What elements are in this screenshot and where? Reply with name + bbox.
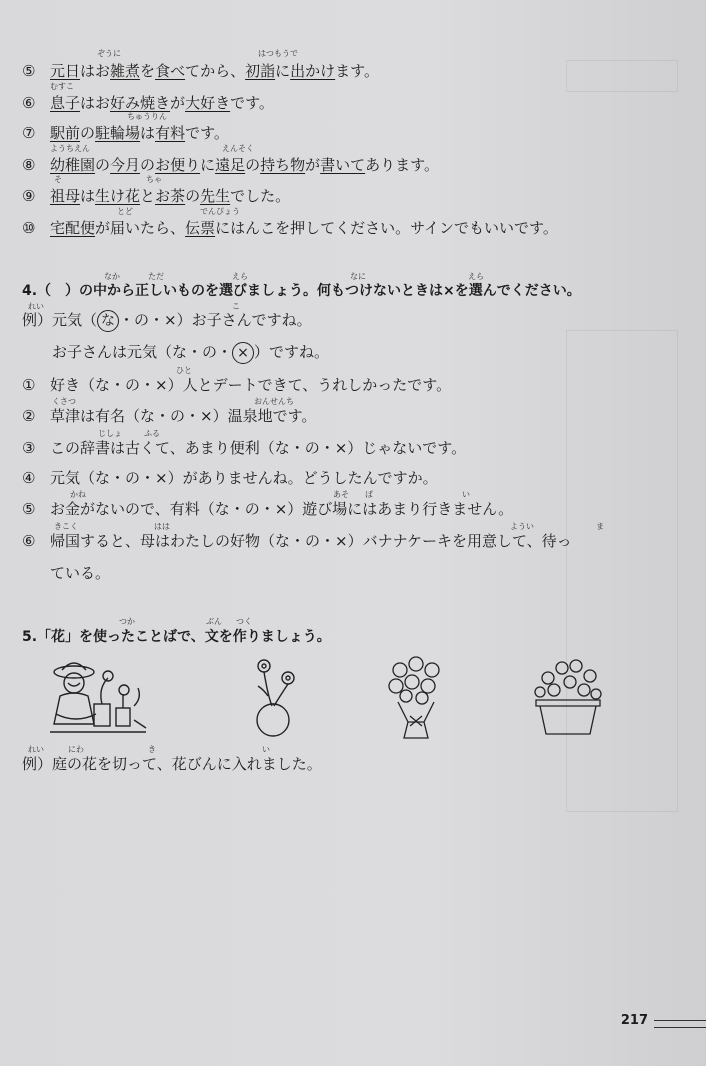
ruby: とど — [117, 207, 133, 216]
item-number: ⑧ — [22, 156, 36, 174]
ruby: い — [262, 745, 270, 754]
ruby: ふる — [144, 429, 160, 438]
item-number: ⑦ — [22, 124, 36, 142]
ruby: ま — [596, 522, 604, 531]
ruby: そ — [54, 175, 62, 184]
item-number: ⑨ — [22, 187, 36, 205]
ruby: ようい — [510, 522, 534, 531]
section-5-example: 例）庭の花を切って、花びんに入れました。 — [22, 755, 322, 773]
ruby: でんぴょう — [200, 207, 240, 216]
vase-flower-illustration — [244, 656, 304, 738]
item-4-6-continued: ている。 — [50, 564, 111, 582]
circled-answer: な — [97, 310, 119, 332]
page-number-rule — [654, 1020, 706, 1028]
ruby: き — [148, 745, 156, 754]
ruby: い — [462, 490, 470, 499]
gardener-illustration — [46, 656, 150, 738]
circled-answer: × — [232, 342, 254, 364]
ruby: かね — [70, 490, 86, 499]
ruby: ば — [365, 490, 373, 499]
item-4-3: ③ この辞書は古くて、あまり便利（な・の・×）じゃないです。 — [22, 439, 467, 457]
ruby: きこく — [54, 522, 78, 531]
ruby: はは — [154, 522, 170, 531]
item-3-10: ⑩ 宅配便が届いたら、伝票にはんこを押してください。サインでもいいです。 — [22, 219, 558, 237]
bouquet-illustration — [386, 656, 446, 740]
item-4-5: ⑤ お金がないので、有料（な・の・×）遊び場にはあまり行きません。 — [22, 500, 514, 518]
ruby: ひと — [176, 366, 192, 375]
item-3-5: ⑤ 元日はお雑煮を食べてから、初詣に出かけます。 — [22, 62, 379, 80]
item-4-4: ④ 元気（な・の・×）がありませんね。どうしたんですか。 — [22, 469, 438, 487]
ruby: にわ — [68, 745, 84, 754]
ruby: ちゃ — [146, 175, 162, 184]
item-3-8: ⑧ 幼稚園の今月のお便りに遠足の持ち物が書いてあります。 — [22, 156, 439, 174]
ruby: ただ — [148, 272, 164, 281]
ruby: むすこ — [50, 82, 74, 91]
ruby: なに — [350, 272, 366, 281]
example-line-1: 例）元気（ な ・の・×）お子さんですね。 — [22, 309, 312, 332]
item-3-9: ⑨ 祖母は生け花とお茶の先生でした。 — [22, 187, 291, 205]
ruby: はつもうで — [258, 49, 298, 58]
ruby: あそ — [333, 490, 349, 499]
ruby: こ — [232, 302, 240, 311]
item-4-6: ⑥ 帰国すると、母はわたしの好物（な・の・×）バナナケーキを用意して、待っ — [22, 532, 572, 550]
ruby: れい — [28, 302, 44, 311]
potted-flowers-illustration — [532, 656, 604, 738]
item-4-2: ② 草津は有名（な・の・×）温泉地です。 — [22, 407, 317, 425]
section-4-heading: 4.（ ）の中から正しいものを選びましょう。何もつけないときは×を選んでください。 — [22, 283, 581, 299]
page-number: 217 — [620, 1013, 648, 1028]
ruby: なか — [104, 272, 120, 281]
ruby: えら — [232, 272, 248, 281]
item-3-6: ⑥ 息子はお好み焼きが大好きです。 — [22, 94, 274, 112]
ruby: ぶん — [206, 617, 222, 626]
ruby: えんそく — [222, 144, 254, 153]
example-line-2: お子さんは元気（な・の・ × ）ですね。 — [52, 341, 329, 364]
section-5-heading: 5.「花」を使ったことばで、文を作りましょう。 — [22, 629, 331, 645]
ruby: ちゅうりん — [127, 112, 167, 121]
item-number: ⑥ — [22, 94, 36, 112]
item-4-1: ① 好き（な・の・×）人とデートできて、うれしかったです。 — [22, 376, 452, 394]
ruby: ぞうに — [97, 49, 121, 58]
ruby: じしょ — [98, 429, 122, 438]
ruby: れい — [28, 745, 44, 754]
ruby: つく — [236, 617, 252, 626]
ruby: おんせんち — [254, 397, 294, 406]
ruby: くさつ — [52, 397, 76, 406]
ruby: ようちえん — [50, 144, 90, 153]
item-3-7: ⑦ 駅前の駐輪場は有料です。 — [22, 124, 229, 142]
item-number: ⑩ — [22, 219, 36, 237]
ruby: えら — [468, 272, 484, 281]
item-number: ⑤ — [22, 62, 36, 80]
ruby: つか — [119, 617, 135, 626]
